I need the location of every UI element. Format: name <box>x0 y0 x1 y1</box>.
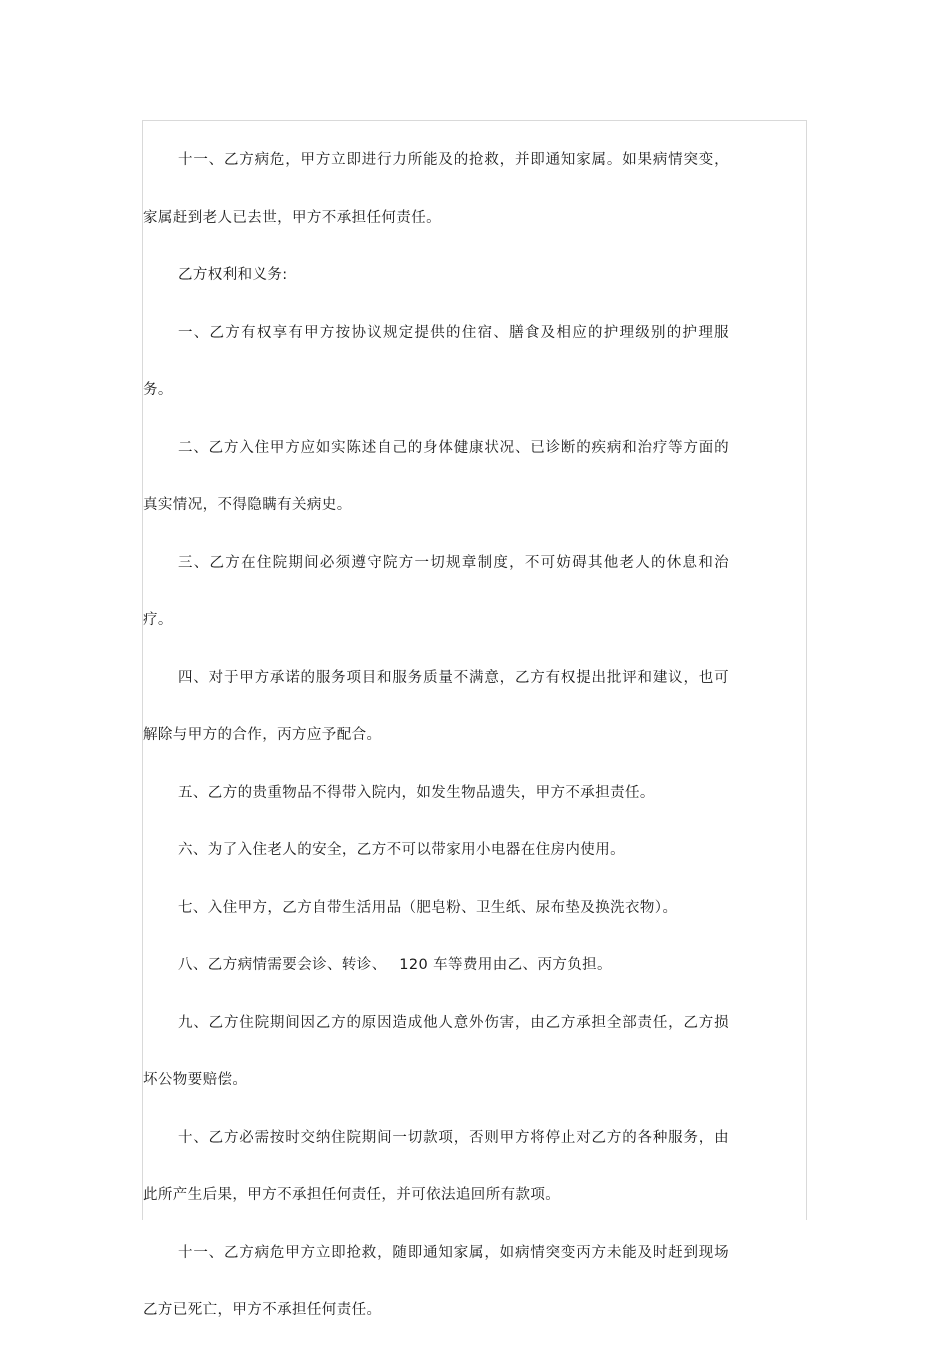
clause-2: 二、乙方入住甲方应如实陈述自己的身体健康状况、已诊断的疾病和治疗等方面的真实情况，不得隐瞒有关病史。 <box>143 439 729 513</box>
clause-6: 六、为了入住老人的安全，乙方不可以带家用小电器在住房内使用。 <box>178 842 625 858</box>
clause-11-party-b: 十一、乙方病危甲方立即抢救，随即通知家属，如病情突变丙方未能及时赶到现场乙方已死亡，甲方不承担任何责任。 <box>143 1244 729 1318</box>
document-body <box>143 132 729 1340</box>
clause-4: 四、对于甲方承诺的服务项目和服务质量不满意，乙方有权提出批评和建议，也可解除与甲方的合作，丙方应予配合。 <box>143 669 729 743</box>
clause-1: 一、乙方有权享有甲方按协议规定提供的住宿、膳食及相应的护理级别的护理服务。 <box>143 324 729 398</box>
clause-7: 七、入住甲方，乙方自带生活用品（肥皂粉、卫生纸、尿布垫及换洗衣物）。 <box>178 899 678 916</box>
clause-9: 九、乙方住院期间因乙方的原因造成他人意外伤害，由乙方承担全部责任，乙方损坏公物要赔偿。 <box>143 1014 729 1088</box>
clause-11-party-a: 十一、乙方病危，甲方立即进行力所能及的抢救，并即通知家属。如果病情突变，家属赶到老人已去世，甲方不承担任何责任。 <box>143 152 729 226</box>
clause-5: 五、乙方的贵重物品不得带入院内，如发生物品遗失，甲方不承担责任。 <box>178 784 655 801</box>
clause-10: 十、乙方必需按时交纳住院期间一切款项，否则甲方将停止对乙方的各种服务，由此所产生后果，甲方不承担任何责任，并可依法追回所有款项。 <box>143 1129 729 1203</box>
clause-3: 三、乙方在住院期间必须遵守院方一切规章制度，不可妨碍其他老人的休息和治疗。 <box>143 554 729 628</box>
section-heading-party-b-rights: 乙方权利和义务: <box>178 267 288 283</box>
clause-8: 八、乙方病情需要会诊、转诊、 120 车等费用由乙、丙方负担。 <box>178 957 612 973</box>
